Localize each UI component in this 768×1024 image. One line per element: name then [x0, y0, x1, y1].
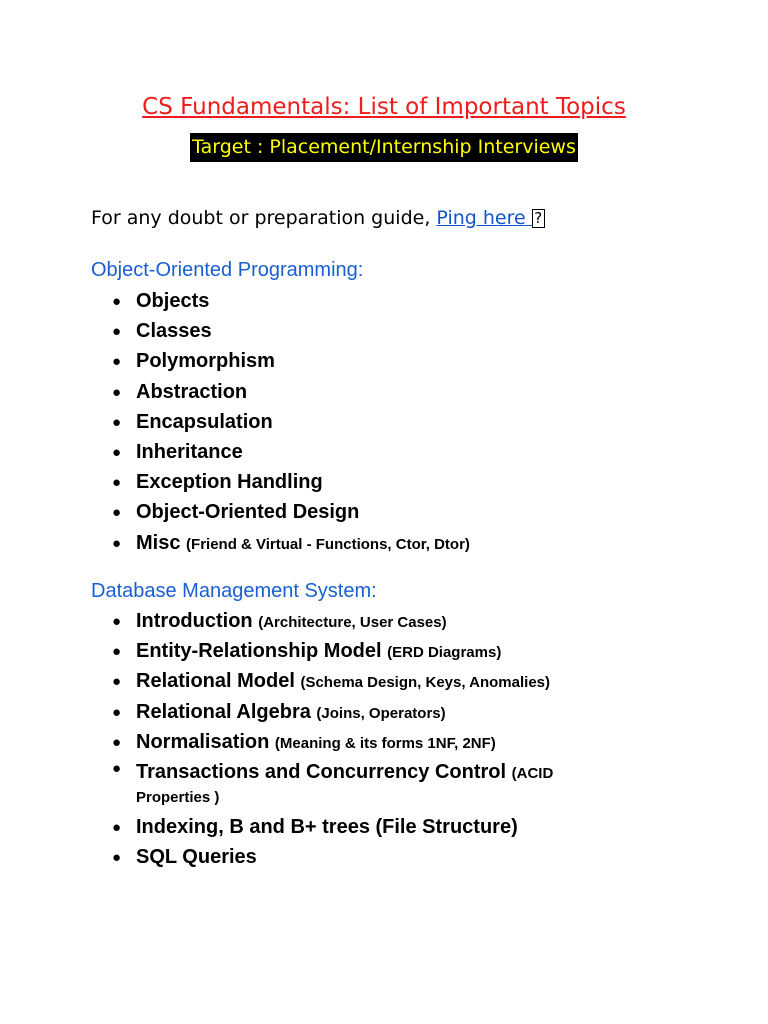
list-item — [112, 607, 606, 637]
topic-note: (Joins, Operators) — [316, 704, 446, 722]
topic-label: Relational Algebra — [136, 700, 317, 723]
topic-label: Misc — [136, 531, 187, 554]
topic-note: (Meaning & its forms 1NF, 2NF) — [274, 734, 496, 752]
list-item — [112, 529, 470, 559]
topic-note: (Architecture, User Cases) — [258, 614, 447, 631]
topic-note: (ERD Diagrams) — [387, 644, 502, 662]
topic-label: SQL Queries — [136, 846, 257, 869]
topic-label: Entity-Relationship Model — [136, 640, 388, 663]
dbms-topic-list — [112, 607, 606, 873]
document-title: CS Fundamentals: List of Important Topics — [142, 94, 626, 120]
oop-topic-list — [112, 287, 470, 559]
ping-here-link[interactable] — [436, 207, 531, 229]
topic-note: (ACID Properties ) — [136, 765, 554, 807]
list-item — [112, 347, 470, 377]
topic-label: Relational Model — [136, 670, 301, 693]
topic-label: Objects — [136, 290, 210, 312]
list-item — [112, 843, 606, 873]
dbms-heading: Database Management System: — [91, 580, 377, 602]
list-item — [112, 498, 470, 528]
topic-label: Inheritance — [136, 441, 243, 464]
list-item — [112, 728, 606, 758]
document-subtitle: Target : Placement/Internship Interviews — [190, 133, 578, 162]
placeholder-glyph-icon: ? — [532, 209, 545, 228]
list-item — [112, 637, 606, 667]
subtitle-container — [0, 133, 768, 162]
topic-label: Introduction — [136, 610, 259, 632]
topic-label: Object-Oriented Design — [136, 501, 360, 524]
topic-note: (Friend & Virtual - Functions, Ctor, Dtor) — [186, 535, 470, 553]
list-item — [112, 698, 606, 728]
doubt-line — [91, 207, 545, 229]
topic-label: Classes — [136, 320, 212, 343]
list-item — [112, 468, 470, 498]
doubt-text: For any doubt or preparation guide, — [91, 207, 437, 229]
topic-label: Polymorphism — [136, 350, 275, 373]
list-item — [112, 287, 470, 317]
list-item — [112, 667, 606, 697]
topic-label: Indexing, B and B+ trees (File Structure) — [136, 816, 518, 839]
topic-label: Normalisation — [136, 730, 275, 753]
topic-label: Encapsulation — [136, 410, 273, 433]
oop-heading: Object-Oriented Programming: — [91, 259, 364, 281]
list-item — [112, 438, 470, 468]
list-item — [112, 758, 606, 813]
topic-label: Exception Handling — [136, 471, 323, 494]
list-item — [112, 408, 470, 438]
topic-label: Transactions and Concurrency Control — [136, 761, 512, 784]
list-item — [112, 813, 606, 843]
topic-label: Abstraction — [136, 380, 248, 403]
list-item — [112, 378, 470, 408]
ping-link-label: Ping here — [436, 207, 532, 229]
topic-note: (Schema Design, Keys, Anomalies) — [300, 674, 550, 692]
list-item — [112, 317, 470, 347]
